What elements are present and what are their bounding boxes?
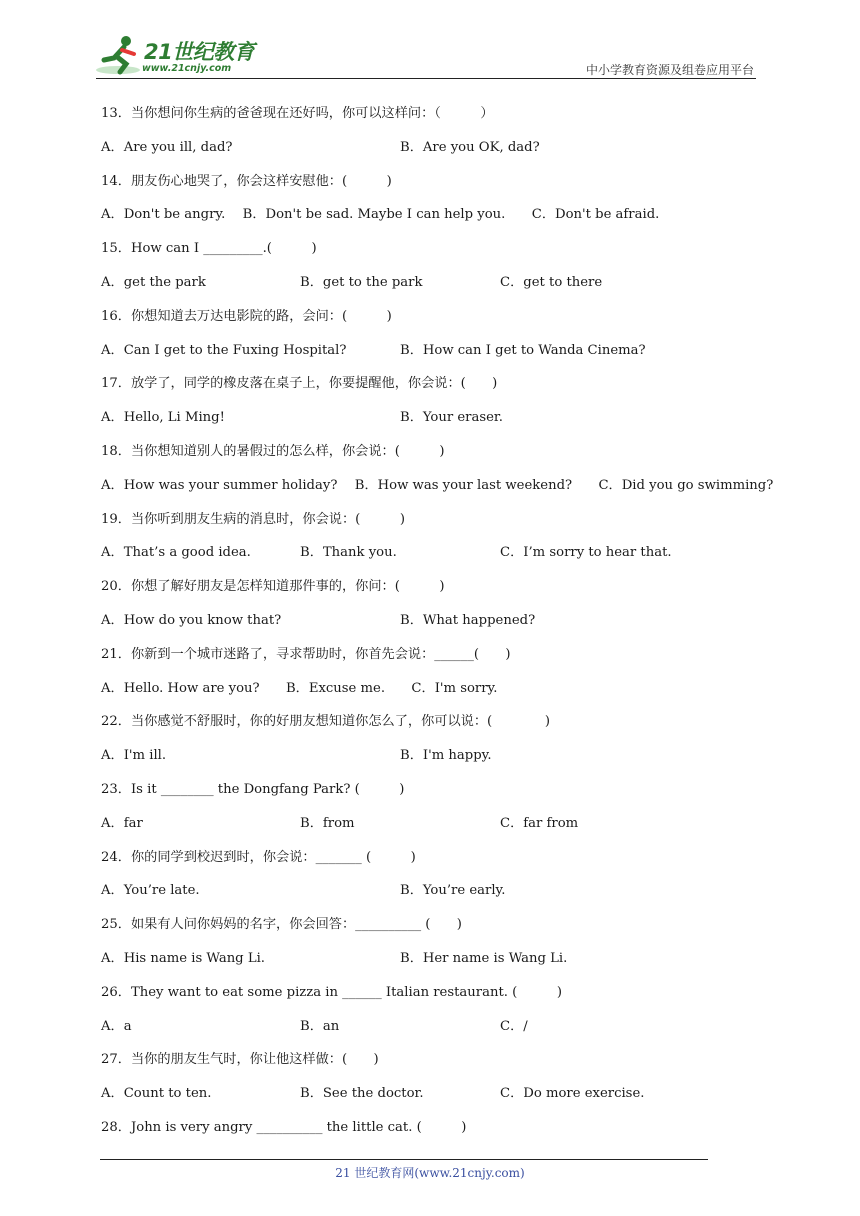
option-row xyxy=(100,1015,770,1049)
logo-text: 21世纪教育 xyxy=(144,40,255,64)
option-row xyxy=(100,1082,770,1116)
question-stem xyxy=(100,440,770,474)
platform-title: 中小学教育资源及组卷应用平台 xyxy=(585,63,754,77)
question-text: 24．你的同学到校迟到时，你会说：_______ ( ) xyxy=(101,849,416,865)
option-row xyxy=(100,744,770,778)
option-a: A．How do you know that? xyxy=(101,612,282,628)
option-row xyxy=(100,879,770,913)
question-text: 25．如果有人问你妈妈的名字，你会回答：__________ ( ) xyxy=(101,917,462,933)
question-stem xyxy=(100,508,770,542)
option-a: A．far xyxy=(101,815,143,831)
option-row xyxy=(100,812,770,846)
option-a: A．a xyxy=(101,1018,132,1034)
option-a: A．Count to ten. xyxy=(101,1086,212,1102)
option-row xyxy=(100,203,770,237)
question-text: 15．How can I _________.( ) xyxy=(101,241,317,257)
option-c: C．get to there xyxy=(500,274,603,290)
option-a: A．get the park xyxy=(101,274,206,290)
question-text: 26．They want to eat some pizza in ______ Italian restaurant. ( ) xyxy=(101,984,562,1000)
question-stem xyxy=(100,102,770,136)
option-line: A．How was your summer holiday? B．How was your last weekend? C．Did you go swimming? xyxy=(101,477,774,493)
option-a: A．I'm ill. xyxy=(101,748,167,764)
question-text: 28．John is very angry __________ the little cat. ( ) xyxy=(101,1119,467,1135)
question-stem xyxy=(100,575,770,609)
question-text: 19．当你听到朋友生病的消息时，你会说：( ) xyxy=(101,511,406,527)
question-stem xyxy=(100,1116,770,1150)
option-c: C．/ xyxy=(500,1018,528,1034)
page-header xyxy=(0,0,860,82)
question-text: 23．Is it ________ the Dongfang Park? ( ) xyxy=(101,781,405,797)
option-b: B．Your eraser. xyxy=(400,410,503,426)
option-line: A．Don't be angry. B．Don't be sad. Maybe I can help you. C．Don't be afraid. xyxy=(101,207,660,223)
footer-link[interactable]: 21 世纪教育网(www.21cnjy.com) xyxy=(335,1166,525,1180)
runner-logo-icon xyxy=(96,34,144,78)
option-row xyxy=(100,271,770,305)
option-a: A．Hello, Li Ming! xyxy=(101,410,225,426)
option-b: B．an xyxy=(300,1018,340,1034)
question-stem xyxy=(100,981,770,1015)
question-text: 22．当你感觉不舒服时，你的好朋友想知道你怎么了，你可以说：( ) xyxy=(101,714,551,730)
option-b: B．Are you OK, dad? xyxy=(400,139,540,155)
question-list xyxy=(100,102,774,1150)
question-stem xyxy=(100,372,770,406)
option-b: B．Her name is Wang Li. xyxy=(400,950,568,966)
question-stem xyxy=(100,237,770,271)
question-stem xyxy=(100,710,770,744)
option-a: A．Are you ill, dad? xyxy=(101,139,233,155)
logo-url: www.21cnjy.com xyxy=(142,63,232,74)
option-row xyxy=(100,677,770,711)
question-text: 20．你想了解好朋友是怎样知道那件事的，你问：( ) xyxy=(101,579,445,595)
question-text: 18．当你想知道别人的暑假过的怎么样，你会说：( ) xyxy=(101,443,445,459)
option-row xyxy=(100,339,770,373)
question-stem xyxy=(100,1048,770,1082)
question-text: 14．朋友伤心地哭了，你会这样安慰他：( ) xyxy=(101,173,392,189)
option-row xyxy=(100,609,770,643)
option-row xyxy=(100,947,770,981)
header-divider xyxy=(96,78,756,79)
option-line: A．Hello. How are you? B．Excuse me. C．I'm sorry. xyxy=(101,680,498,696)
option-a: A．His name is Wang Li. xyxy=(101,950,265,966)
question-stem xyxy=(100,846,770,880)
option-c: C．far from xyxy=(500,815,579,831)
option-b: B．You’re early. xyxy=(400,883,506,899)
option-a: A．Can I get to the Fuxing Hospital? xyxy=(101,342,347,358)
option-row xyxy=(100,541,770,575)
option-row xyxy=(100,136,770,170)
option-c: C．I’m sorry to hear that. xyxy=(500,545,672,561)
question-text: 17．放学了，同学的橡皮落在桌子上，你要提醒他，你会说：( ) xyxy=(101,376,498,392)
question-stem xyxy=(100,643,770,677)
question-text: 16．你想知道去万达电影院的路，会问：( ) xyxy=(101,308,392,324)
question-text: 13．当你想问你生病的爸爸现在还好吗，你可以这样问：（ ） xyxy=(101,106,494,121)
option-b: B．get to the park xyxy=(300,274,423,290)
option-b: B．Thank you. xyxy=(300,545,397,561)
option-b: B．What happened? xyxy=(400,612,536,628)
option-a: A．That’s a good idea. xyxy=(101,545,251,561)
option-b: B．See the doctor. xyxy=(300,1086,424,1102)
option-row xyxy=(100,406,770,440)
footer-divider xyxy=(100,1159,708,1160)
option-b: B．I'm happy. xyxy=(400,748,492,764)
option-c: C．Do more exercise. xyxy=(500,1086,645,1102)
question-stem xyxy=(100,170,770,204)
option-row xyxy=(100,474,774,508)
question-text: 27．当你的朋友生气时，你让他这样做：( ) xyxy=(101,1052,379,1068)
question-stem xyxy=(100,305,770,339)
option-b: B．How can I get to Wanda Cinema? xyxy=(400,342,646,358)
question-stem xyxy=(100,778,770,812)
option-b: B．from xyxy=(300,815,355,831)
option-a: A．You’re late. xyxy=(101,883,200,899)
question-stem xyxy=(100,913,770,947)
site-logo xyxy=(96,34,266,78)
question-text: 21．你新到一个城市迷路了，寻求帮助时，你首先会说：______( ) xyxy=(101,646,511,662)
